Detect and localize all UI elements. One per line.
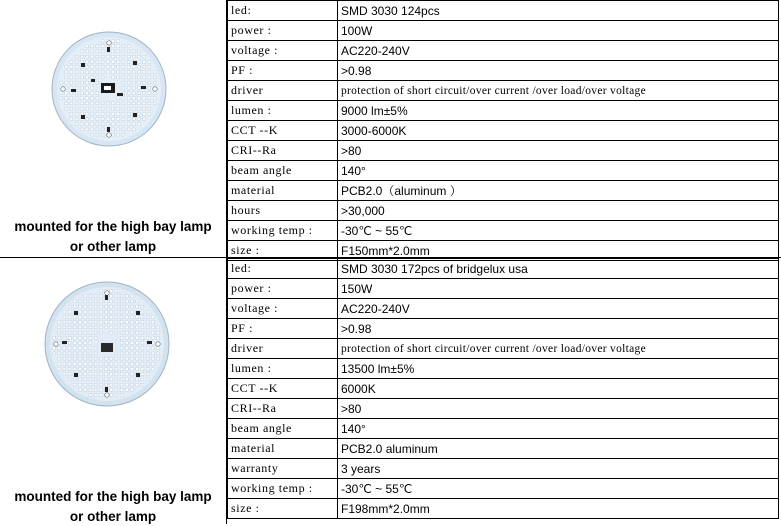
spec-row (228, 121, 779, 141)
product-image-cell (0, 0, 226, 257)
spec-label: PF : (228, 319, 338, 339)
spec-label: working temp : (228, 479, 338, 499)
spec-row (228, 279, 779, 299)
spec-row (228, 359, 779, 379)
spec-row (228, 61, 779, 81)
spec-row (228, 101, 779, 121)
spec-label: PF : (228, 61, 338, 81)
spec-value: -30℃ ~ 55℃ (338, 479, 779, 499)
spec-label: led: (228, 1, 338, 21)
spec-row (228, 439, 779, 459)
spec-row (228, 479, 779, 499)
spec-value: PCB2.0 aluminum (338, 439, 779, 459)
spec-row (228, 459, 779, 479)
spec-label: lumen : (228, 101, 338, 121)
spec-value: 140° (338, 419, 779, 439)
spec-row (228, 339, 779, 359)
spec-value: protection of short circuit/over current /over load/over voltage (338, 81, 779, 101)
spec-label: voltage : (228, 299, 338, 319)
spec-label: lumen : (228, 359, 338, 379)
spec-value: SMD 3030 124pcs (338, 1, 779, 21)
spec-value: 9000 lm±5% (338, 101, 779, 121)
spec-value: >0.98 (338, 61, 779, 81)
spec-label: material (228, 439, 338, 459)
spec-label: CRI--Ra (228, 141, 338, 161)
spec-value: protection of short circuit/over current /over load/over voltage (338, 339, 779, 359)
spec-label: power : (228, 279, 338, 299)
spec-value: F150mm*2.0mm (338, 241, 779, 261)
spec-label: CCT --K (228, 379, 338, 399)
spec-value: 13500 lm±5% (338, 359, 779, 379)
spec-label: CCT --K (228, 121, 338, 141)
spec-value: AC220-240V (338, 299, 779, 319)
spec-value: 150W (338, 279, 779, 299)
spec-label: working temp : (228, 221, 338, 241)
spec-row (228, 221, 779, 241)
spec-value: 100W (338, 21, 779, 41)
spec-label: power : (228, 21, 338, 41)
product-block-1 (0, 0, 781, 257)
caption-line-1: mounted for the high bay lamp (14, 489, 212, 504)
spec-value: -30℃ ~ 55℃ (338, 221, 779, 241)
spec-value: >80 (338, 141, 779, 161)
spec-table-1 (227, 0, 779, 261)
caption-line-2: or other lamp (69, 509, 157, 524)
spec-label: warranty (228, 459, 338, 479)
spec-row (228, 499, 779, 519)
spec-label: size : (228, 241, 338, 261)
spec-value: 140° (338, 161, 779, 181)
spec-label: size : (228, 499, 338, 519)
spec-value: >80 (338, 399, 779, 419)
spec-value: >30,000 (338, 201, 779, 221)
spec-value: SMD 3030 172pcs of bridgelux usa (338, 259, 779, 279)
spec-row (228, 161, 779, 181)
spec-value: >0.98 (338, 319, 779, 339)
spec-value: 3000-6000K (338, 121, 779, 141)
product-block-2 (0, 257, 781, 525)
spec-value: 3 years (338, 459, 779, 479)
spec-label: beam angle (228, 419, 338, 439)
caption-line-2: or other lamp (69, 239, 157, 254)
spec-value: AC220-240V (338, 41, 779, 61)
spec-label: beam angle (228, 161, 338, 181)
spec-label: driver (228, 339, 338, 359)
led-pcb-board-image (44, 281, 170, 407)
spec-row (228, 201, 779, 221)
caption-line-1: mounted for the high bay lamp (14, 219, 212, 234)
spec-value: 6000K (338, 379, 779, 399)
spec-row (228, 81, 779, 101)
spec-label: CRI--Ra (228, 399, 338, 419)
spec-row (228, 299, 779, 319)
spec-value: F198mm*2.0mm (338, 499, 779, 519)
spec-row (228, 399, 779, 419)
spec-label: driver (228, 81, 338, 101)
spec-row (228, 141, 779, 161)
spec-value: PCB2.0（aluminum ） (338, 181, 779, 201)
led-pcb-board-image (51, 31, 167, 147)
spec-row (228, 181, 779, 201)
spec-row (228, 319, 779, 339)
spec-label: hours (228, 201, 338, 221)
spec-row (228, 41, 779, 61)
spec-row (228, 259, 779, 279)
spec-table-2 (227, 258, 779, 519)
spec-label: material (228, 181, 338, 201)
spec-row (228, 1, 779, 21)
product-image-cell (0, 258, 226, 525)
spec-label: led: (228, 259, 338, 279)
spec-row (228, 21, 779, 41)
spec-row (228, 419, 779, 439)
spec-row (228, 379, 779, 399)
spec-label: voltage : (228, 41, 338, 61)
